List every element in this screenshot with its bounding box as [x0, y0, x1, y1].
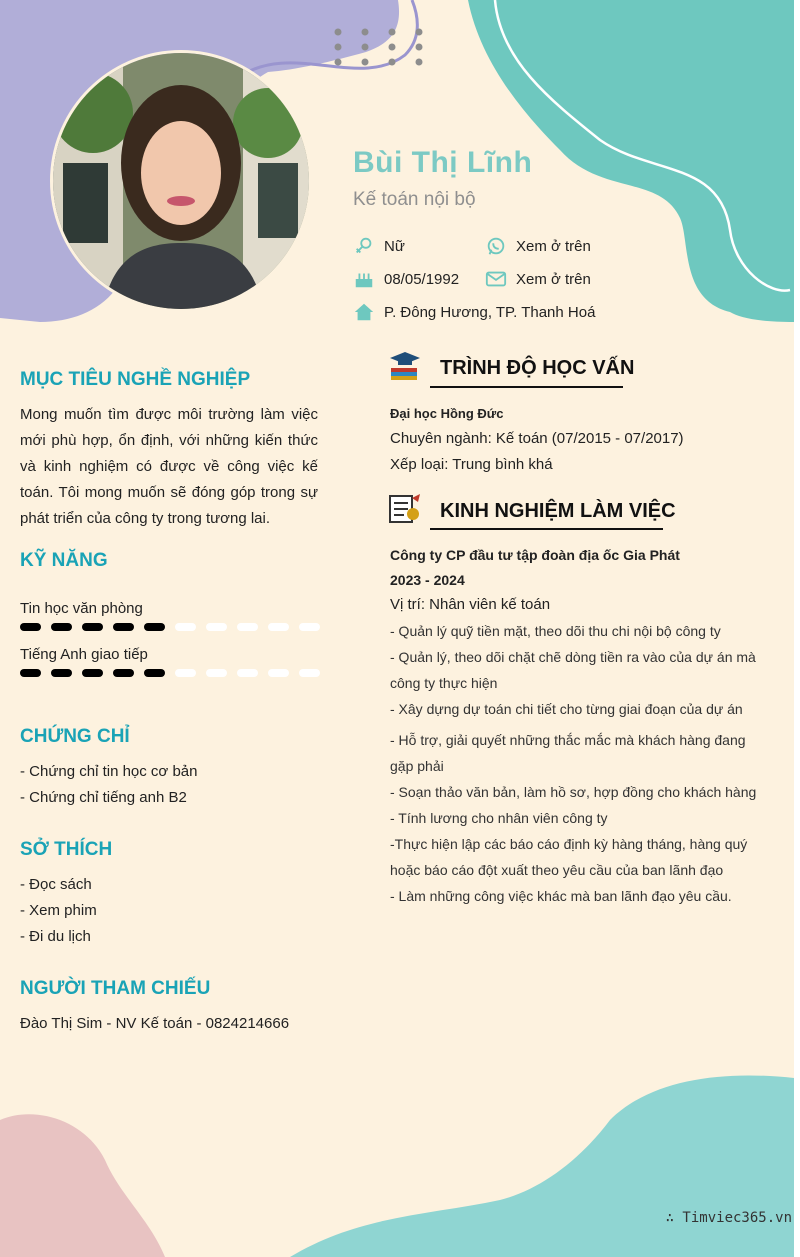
skill-dot-empty	[206, 623, 227, 631]
skill-dot-filled	[82, 623, 103, 631]
email-row	[485, 268, 591, 290]
experience-duty: - Tính lương cho nhân viên công ty	[390, 810, 608, 826]
gender-icon	[353, 235, 375, 257]
skill-dot-filled	[51, 669, 72, 677]
graduation-icon	[388, 350, 422, 382]
skill-dot-empty	[175, 669, 196, 677]
skill-dot-empty	[237, 623, 258, 631]
experience-duty: - Quản lý quỹ tiền mặt, theo dõi thu chi nội bộ công ty	[390, 623, 721, 639]
experience-period: 2023 - 2024	[390, 572, 465, 588]
gender-value: Nữ	[384, 237, 405, 255]
skill-dot-filled	[113, 623, 134, 631]
experience-title: KINH NGHIỆM LÀM VIỆC	[440, 500, 676, 522]
birthdate-row	[353, 268, 459, 290]
experience-duty: - Xây dựng dự toán chi tiết cho từng giai đoạn của dự án	[390, 701, 743, 717]
education-title-underline	[430, 386, 623, 388]
hobby-item: - Xem phim	[20, 902, 97, 919]
email-value: Xem ở trên	[516, 270, 591, 288]
experience-duty: - Quản lý, theo dõi chặt chẽ dòng tiền ra vào của dự án mà công ty thực hiện	[390, 649, 756, 691]
experience-title-underline	[430, 528, 663, 530]
experience-company: Công ty CP đầu tư tập đoàn địa ốc Gia Phát	[390, 547, 680, 563]
hobby-item: - Đọc sách	[20, 876, 92, 893]
whatsapp-icon	[485, 235, 507, 257]
gender-row	[353, 235, 405, 257]
skill-dot-empty	[268, 623, 289, 631]
skill-label-english: Tiếng Anh giao tiếp	[20, 646, 148, 663]
job-title: Kế toán nội bộ	[353, 189, 476, 210]
skill-rating-office	[20, 623, 320, 631]
phone-row	[485, 235, 591, 257]
certificate-item: - Chứng chỉ tiếng anh B2	[20, 789, 187, 806]
skill-dot-empty	[237, 669, 258, 677]
address-row	[353, 301, 595, 323]
skill-dot-filled	[20, 623, 41, 631]
experience-position: Vị trí: Nhân viên kế toán	[390, 596, 551, 613]
skill-label-office: Tin học văn phòng	[20, 600, 143, 617]
skill-dot-empty	[175, 623, 196, 631]
cake-icon	[353, 268, 375, 290]
objective-text: Mong muốn tìm được môi trường làm việc mới phù hợp, ổn định, với những kiến thức và kinh nghiệm có được về công việc kế toán. Tôi mong muốn sẽ đóng góp trong sự phát triển của công ty trong tương lai.	[20, 406, 318, 527]
home-icon	[353, 301, 375, 323]
skill-dot-filled	[20, 669, 41, 677]
education-title: TRÌNH ĐỘ HỌC VẤN	[440, 357, 635, 379]
mail-icon	[485, 268, 507, 290]
skill-dot-filled	[51, 623, 72, 631]
skill-dot-empty	[206, 669, 227, 677]
skills-title: KỸ NĂNG	[20, 550, 108, 571]
experience-duty: - Soạn thảo văn bản, làm hồ sơ, hợp đồng cho khách hàng	[390, 784, 757, 800]
experience-duty: - Hỗ trợ, giải quyết những thắc mắc mà khách hàng đang gặp phải	[390, 732, 746, 774]
objective-title: MỤC TIÊU NGHỀ NGHIỆP	[20, 369, 251, 390]
reference-text: Đào Thị Sim - NV Kế toán - 0824214666	[20, 1015, 290, 1032]
work-icon	[388, 492, 422, 524]
skill-dot-filled	[82, 669, 103, 677]
skill-dot-empty	[268, 669, 289, 677]
skill-dot-empty	[299, 669, 320, 677]
experience-duty: -Thực hiện lập các báo cáo định kỳ hàng tháng, hàng quý hoặc báo cáo đột xuất theo yêu cầu của ban lãnh đạo	[390, 836, 748, 878]
pink-blob-shape	[0, 1114, 165, 1257]
references-title: NGƯỜI THAM CHIẾU	[20, 978, 211, 999]
certificates-title: CHỨNG CHỈ	[20, 726, 130, 747]
skill-dot-filled	[144, 623, 165, 631]
education-grade: Xếp loại: Trung bình khá	[390, 456, 553, 473]
skill-dot-filled	[113, 669, 134, 677]
certificate-item: - Chứng chỉ tin học cơ bản	[20, 763, 198, 780]
skill-dot-filled	[144, 669, 165, 677]
hobby-item: - Đi du lịch	[20, 928, 91, 945]
skill-dot-empty	[299, 623, 320, 631]
education-school: Đại học Hồng Đức	[390, 406, 504, 421]
light-teal-blob-shape	[290, 1075, 794, 1257]
birthdate-value: 08/05/1992	[384, 270, 460, 288]
watermark: ∴ Timviec365.vn	[665, 1210, 792, 1226]
address-value: P. Đông Hương, TP. Thanh Hoá	[384, 303, 596, 321]
candidate-name: Bùi Thị Lĩnh	[353, 146, 533, 179]
hobbies-title: SỞ THÍCH	[20, 839, 113, 860]
profile-photo	[50, 50, 312, 312]
skill-rating-english	[20, 669, 320, 677]
phone-value: Xem ở trên	[516, 237, 591, 255]
education-major: Chuyên ngành: Kế toán (07/2015 - 07/2017)	[390, 430, 684, 447]
experience-duty: - Làm những công việc khác mà ban lãnh đạo yêu cầu.	[390, 888, 732, 904]
